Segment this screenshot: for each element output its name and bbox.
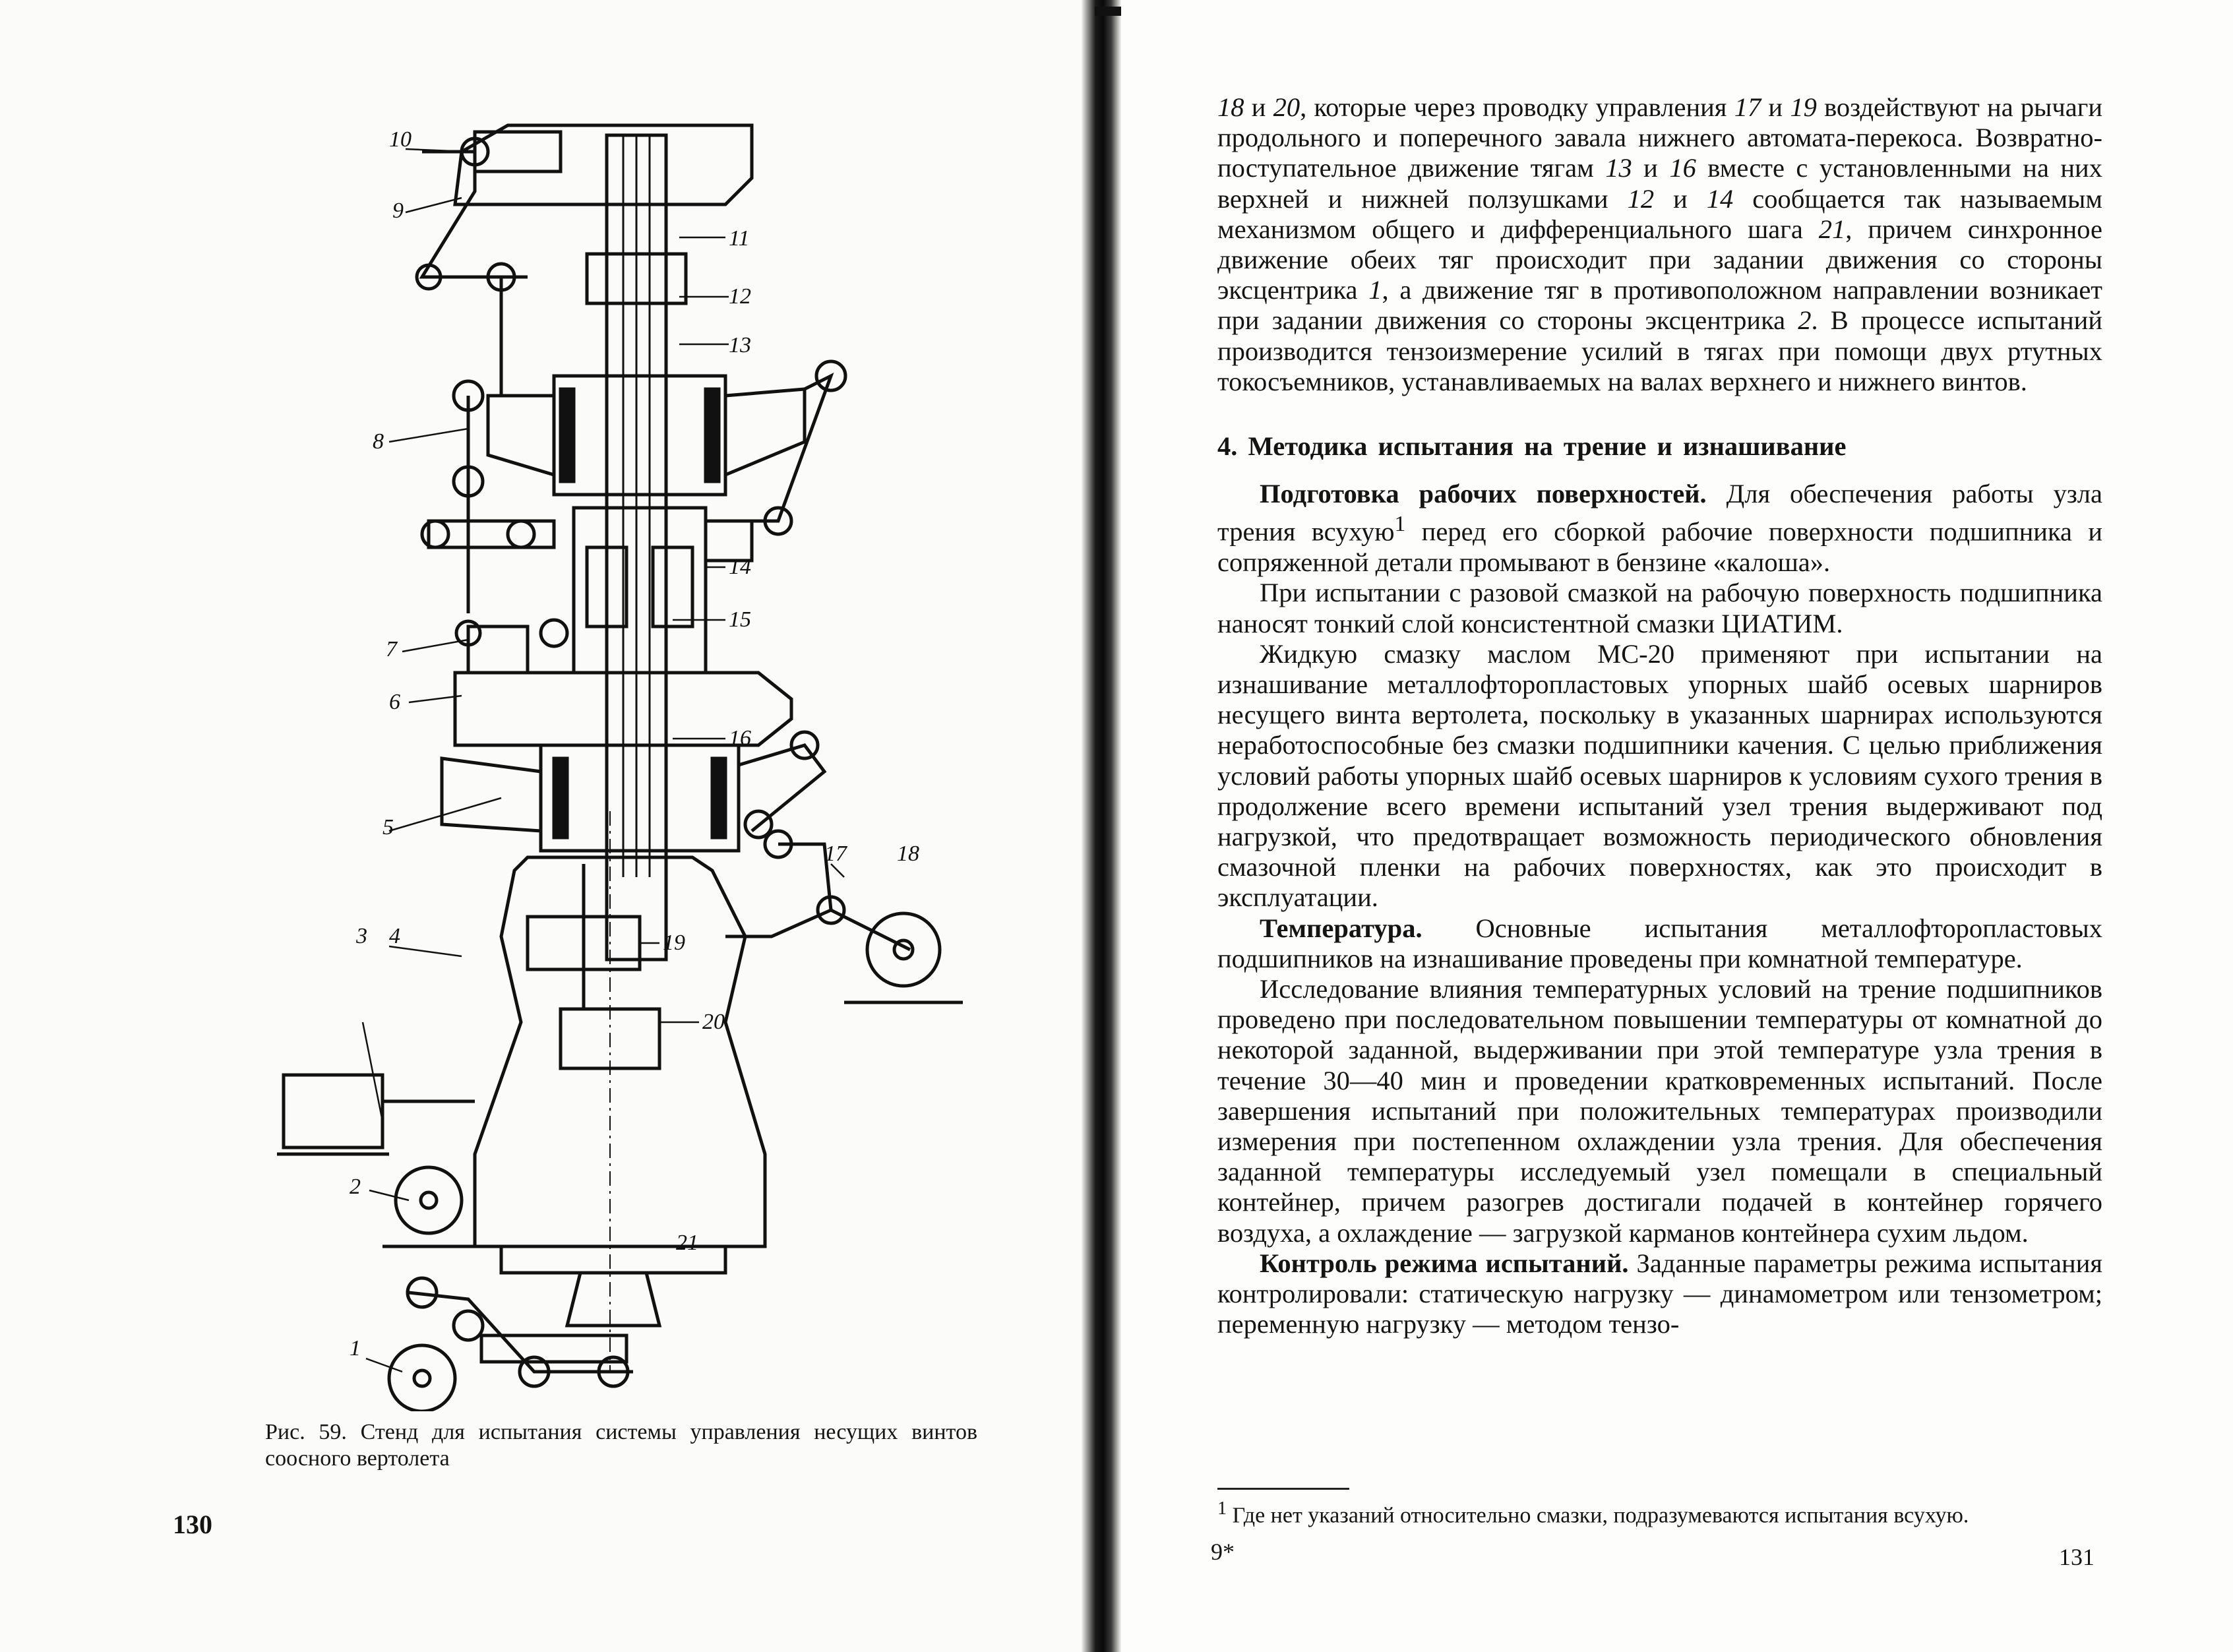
label-1: 1 — [350, 1336, 361, 1361]
paragraph-grease: При испытании с разовой смазкой на рабочую поверхность подшипника наносят тонкий слой консистентной смазки ЦИАТИМ. — [1217, 578, 2102, 638]
label-9: 9 — [392, 199, 404, 223]
right-page-number: 131 — [2059, 1544, 2095, 1570]
paragraph-temperature: Температура. Основные испытания металлофторопластовых подшипников на изнашивание проведены при комнатной температуре. — [1217, 913, 2102, 973]
upper-swashplate-arm-left — [488, 396, 554, 475]
top-flange — [455, 125, 752, 204]
right-text-column — [1217, 92, 2102, 1339]
label-21: 21 — [676, 1231, 698, 1255]
label-10: 10 — [389, 127, 412, 152]
label-7: 7 — [386, 637, 397, 661]
label-3: 3 — [356, 924, 367, 948]
eccentric-18 — [867, 913, 940, 986]
upper-swashplate — [554, 376, 725, 495]
label-20: 20 — [702, 1010, 725, 1034]
left-page-number: 130 — [173, 1510, 212, 1539]
paragraph-mode-control: Контроль режима испытаний. Заданные параметры режима испытания контролировали: статическую нагрузку — динамометром или тензометром; переменную нагрузку — методом тензо- — [1217, 1248, 2102, 1339]
paragraph-oil: Жидкую смазку маслом МС-20 применяют при испытании на изнашивание металлофторопластовых упорных шайб осевых шарниров несущего винта вертолета, поскольку в указанных шарнирах используются неработоспособные без смазки подшипники качения. С целью приближения условий работы упорных шайб осевых шарниров к условиям сухого трения в продолжение всего времени испытаний узел трения выдерживают под нагрузкой, что предотвращает возможность периодического обновления смазочной пленки на рабочих поверхностях, как это происходит в эксплуатации. — [1217, 638, 2102, 913]
signature-mark: 9* — [1211, 1539, 1235, 1565]
section-heading: 4. Методика испытания на трение и изнашивание — [1217, 431, 1847, 462]
label-17: 17 — [824, 841, 847, 866]
figure-caption: Рис. 59. Стенд для испытания системы управления несущих винтов соосного вертолета — [265, 1420, 977, 1471]
label-6: 6 — [389, 690, 400, 714]
label-14: 14 — [729, 555, 751, 579]
label-2: 2 — [350, 1175, 361, 1199]
footnote: $^1$ Где нет указаний относительно смазки, подразумеваются испытания всухую. — [1217, 1498, 1969, 1528]
label-12: 12 — [729, 284, 751, 309]
label-5: 5 — [382, 815, 394, 840]
label-18: 18 — [897, 841, 919, 866]
upper-swashplate-arm-right — [725, 389, 805, 475]
book-spine — [1082, 0, 1121, 1652]
label-8: 8 — [373, 429, 384, 454]
footnote-rule — [1217, 1488, 1349, 1490]
paragraph-temperature-study: Исследование влияния температурных условий на трение подшипников проведено при последовательном повышении температуры от комнатной до некоторой заданной, выдерживании при этой температуре узла трения в течение 30—40 мин и проведении кратковременных испытаний. После завершения испытаний при положительных температурах производили измерения при постепенном охлаждении узла трения. Для обеспечения заданной температуры исследуемый узел помещали в специальный контейнер, причем разогрев достигали подачей в контейнер горячего воздуха, а охлаждение — загрузкой карманов контейнера сухим льдом. — [1217, 973, 2102, 1248]
bracket-7 — [468, 627, 528, 673]
label-16: 16 — [729, 726, 751, 750]
label-15: 15 — [729, 607, 751, 632]
eccentric-1 — [389, 1345, 455, 1411]
paragraph-surface-prep: Подготовка рабочих поверхностей. Для обеспечения работы узла трения всухую$^1$ перед его сборкой рабочие поверхности подшипника и сопряженной детали промывают в бензине «калоша». — [1217, 479, 2102, 578]
paragraph-continuation: 18 и 20, которые через проводку управления 17 и 19 воздействуют на рычаги продольного и поперечного завала нижнего автомата-перекоса. Возвратно-поступательное движение тягам 13 и 16 вместе с установленными на них верхней и нижней ползушками 12 и 14 сообщается так называемым механизмом общего и дифференциального шага 21, причем синхронное движение обеих тяг происходит при задании движения со стороны эксцентрика 1, а движение тяг в противоположном направлении возникает при задании движения со стороны эксцентрика 2. В процессе испытаний производится тензоизмерение усилий в тягах при помощи двух ртутных токосъемников, устанавливаемых на валах верхнего и нижнего винтов. — [1217, 92, 2102, 396]
mechanism-21 — [409, 1293, 633, 1372]
lower-slider — [574, 508, 706, 673]
label-13: 13 — [729, 333, 751, 357]
label-19: 19 — [663, 931, 685, 955]
label-11: 11 — [729, 226, 750, 251]
figure-59-drawing — [251, 86, 989, 1411]
label-4: 4 — [389, 924, 400, 948]
box-3 — [284, 1075, 382, 1147]
lower-swashplate — [541, 745, 739, 851]
